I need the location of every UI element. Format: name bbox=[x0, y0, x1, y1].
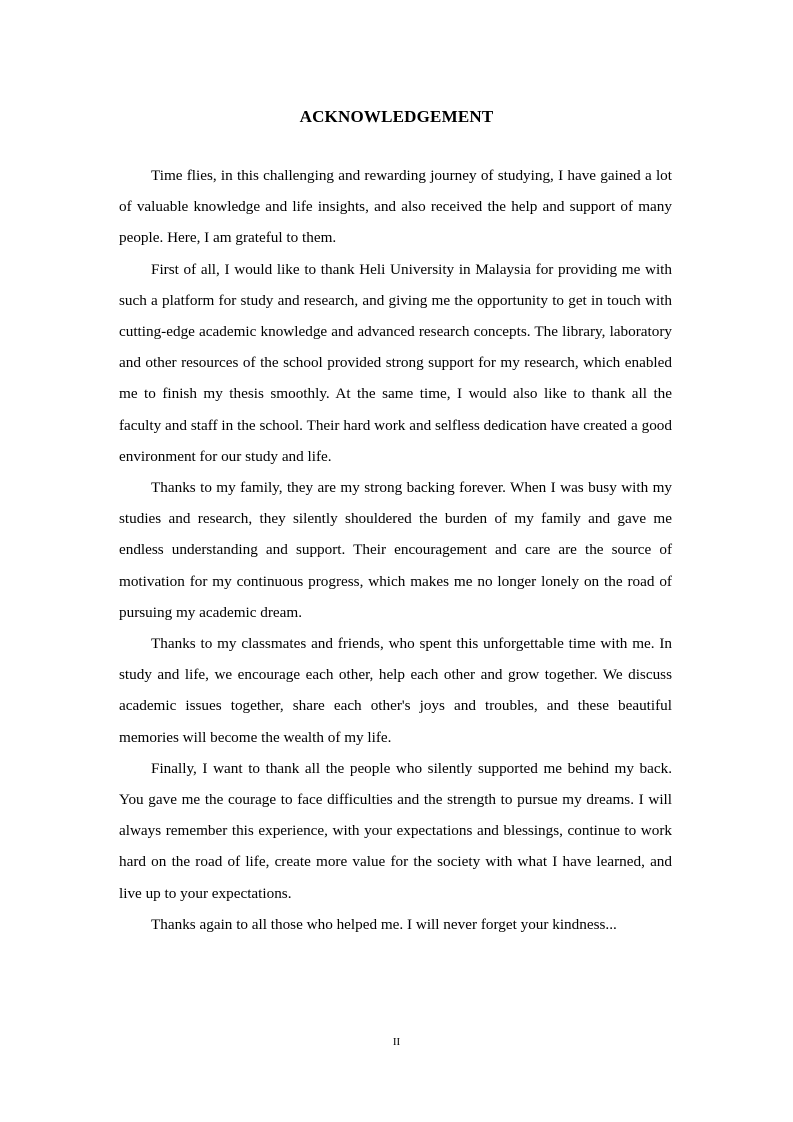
paragraph-5: Finally, I want to thank all the people who silently supported me behind my back. You gave me the courage to face difficulties and the strength to pursue my dreams. I will always remember this experience, with your expectations and blessings, continue to work hard on the road of life, create more value for the society with what I have learned, and live up to your expectations. bbox=[119, 759, 672, 902]
page-title: ACKNOWLEDGEMENT bbox=[299, 107, 494, 126]
paragraph-4: Thanks to my classmates and friends, who spent this unforgettable time with me. In study and life, we encourage each other, help each other and grow together. We discuss academic issues together, share each other's joys and troubles, and these beautiful memories will become the wealth of my life. bbox=[119, 635, 672, 746]
paragraph-3: Thanks to my family, they are my strong backing forever. When I was busy with my studies and research, they silently shouldered the burden of my family and gave me endless understanding and support. Their encouragement and care are the source of motivation for my continuous progress, which makes me no longer lonely on the road of pursuing my academic dream. bbox=[119, 479, 672, 621]
paragraph-2: First of all, I would like to thank Heli University in Malaysia for providing me with such a platform for study and research, and giving me the opportunity to get in touch with cutting-edge academic knowledge and advanced research concepts. The library, laboratory and other resources of the school provided strong support for my research, which enabled me to finish my thesis smoothly. At the same time, I would also like to thank all the faculty and staff in the school. Their hard work and selfless dedication have created a good environment for our study and life. bbox=[119, 260, 672, 465]
page-number: II bbox=[392, 1036, 401, 1048]
acknowledgement-body bbox=[119, 160, 672, 940]
paragraph-1: Time flies, in this challenging and rewarding journey of studying, I have gained a lot of valuable knowledge and life insights, and also received the help and support of many people. Here, I am grateful to them. bbox=[119, 167, 672, 247]
paragraph-6: Thanks again to all those who helped me. I will never forget your kindness... bbox=[151, 915, 617, 933]
